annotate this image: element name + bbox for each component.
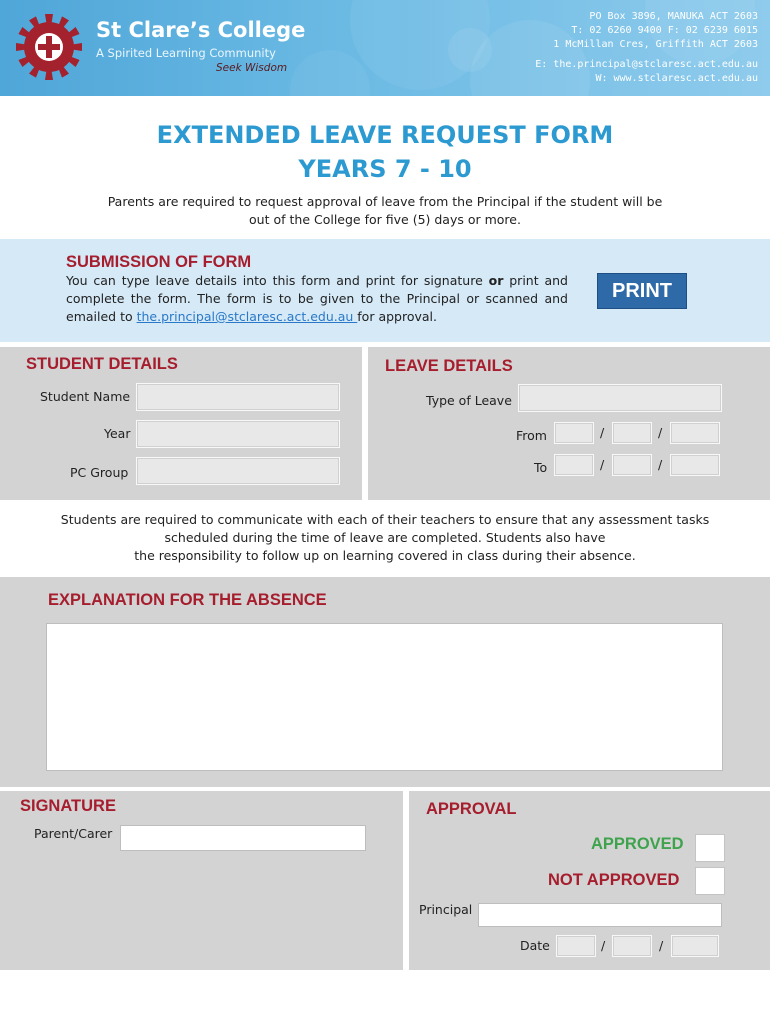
from-year-field[interactable] <box>670 422 720 444</box>
note-line-1: Students are required to communicate with each of their teachers to ensure that any assessment tasks <box>60 512 710 527</box>
principal-label: Principal <box>419 902 473 917</box>
submission-text-part-2: print and complete the form. The form is to be given to the Principal or scanned and emailed to <box>66 273 568 324</box>
pc-group-label: PC Group <box>70 465 129 480</box>
form-title <box>0 118 770 186</box>
intro-line-1: Parents are required to request approval of leave from the Principal if the student will be <box>107 194 663 209</box>
to-separator-2: / <box>658 457 663 472</box>
pc-group-field[interactable] <box>136 457 340 485</box>
to-year-field[interactable] <box>670 454 720 476</box>
submission-text-bold: or <box>488 273 504 288</box>
from-day-field[interactable] <box>554 422 594 444</box>
signature-heading: SIGNATURE <box>20 797 116 815</box>
note-line-2: scheduled during the time of leave are completed. Students also have <box>164 530 606 545</box>
leave-details-panel <box>368 347 770 500</box>
year-label: Year <box>104 426 131 441</box>
to-month-field[interactable] <box>612 454 652 476</box>
approval-month-field[interactable] <box>612 935 652 957</box>
approval-date-separator-1: / <box>601 938 606 953</box>
principal-email-link[interactable]: the.principal@stclaresc.act.edu.au <box>136 309 358 324</box>
explanation-heading: EXPLANATION FOR THE ABSENCE <box>48 591 327 609</box>
explanation-panel <box>0 577 770 787</box>
college-logo-icon <box>16 14 82 80</box>
to-separator-1: / <box>600 457 605 472</box>
type-of-leave-field[interactable] <box>518 384 722 412</box>
approval-day-field[interactable] <box>556 935 596 957</box>
parent-carer-label: Parent/Carer <box>34 826 113 841</box>
approval-year-field[interactable] <box>671 935 719 957</box>
address-line-1: PO Box 3896, MANUKA ACT 2603 <box>589 11 758 22</box>
submission-text-part-1: You can type leave details into this form and print for signature <box>66 273 489 288</box>
address-line-2: 1 McMillan Cres, Griffith ACT 2603 <box>553 39 758 50</box>
principal-signature-field[interactable] <box>478 903 722 927</box>
intro-text <box>90 193 680 229</box>
note-line-3: the responsibility to follow up on learning covered in class during their absence. <box>134 548 636 563</box>
header-banner <box>0 0 770 96</box>
to-day-field[interactable] <box>554 454 594 476</box>
print-button[interactable]: PRINT <box>597 273 687 309</box>
responsibility-note <box>40 511 730 565</box>
approval-heading: APPROVAL <box>426 800 517 818</box>
year-field[interactable] <box>136 420 340 448</box>
type-of-leave-label: Type of Leave <box>426 393 512 408</box>
leave-details-heading: LEAVE DETAILS <box>385 357 513 375</box>
approval-date-separator-2: / <box>659 938 664 953</box>
from-separator-1: / <box>600 425 605 440</box>
contact-details <box>535 10 758 86</box>
student-details-panel <box>0 347 362 500</box>
approved-checkbox[interactable] <box>695 834 725 862</box>
explanation-textarea[interactable] <box>46 623 723 771</box>
from-separator-2: / <box>658 425 663 440</box>
not-approved-label: NOT APPROVED <box>548 871 680 889</box>
from-month-field[interactable] <box>612 422 652 444</box>
college-tagline: A Spirited Learning Community <box>96 46 276 60</box>
student-details-heading: STUDENT DETAILS <box>26 355 178 373</box>
web-line: W: www.stclaresc.act.edu.au <box>595 73 758 84</box>
email-line: E: the.principal@stclaresc.act.edu.au <box>535 59 758 70</box>
intro-line-2: out of the College for five (5) days or more. <box>249 212 521 227</box>
form-title-line-2: YEARS 7 - 10 <box>298 155 472 183</box>
student-name-field[interactable] <box>136 383 340 411</box>
phone-line: T: 02 6260 9400 F: 02 6239 6015 <box>571 25 758 36</box>
student-name-label: Student Name <box>40 389 131 404</box>
submission-text-part-3: for approval. <box>357 309 437 324</box>
college-name: St Clare’s College <box>96 18 306 42</box>
submission-heading: SUBMISSION OF FORM <box>66 253 252 271</box>
not-approved-checkbox[interactable] <box>695 867 725 895</box>
approved-label: APPROVED <box>591 835 684 853</box>
approval-date-label: Date <box>520 938 550 953</box>
to-label: To <box>534 460 548 475</box>
submission-text <box>66 272 568 326</box>
college-motto: Seek Wisdom <box>216 62 288 74</box>
from-label: From <box>516 428 547 443</box>
parent-carer-signature-field[interactable] <box>120 825 366 851</box>
approval-panel <box>409 791 770 970</box>
form-title-line-1: EXTENDED LEAVE REQUEST FORM <box>156 121 614 149</box>
signature-panel <box>0 791 403 970</box>
